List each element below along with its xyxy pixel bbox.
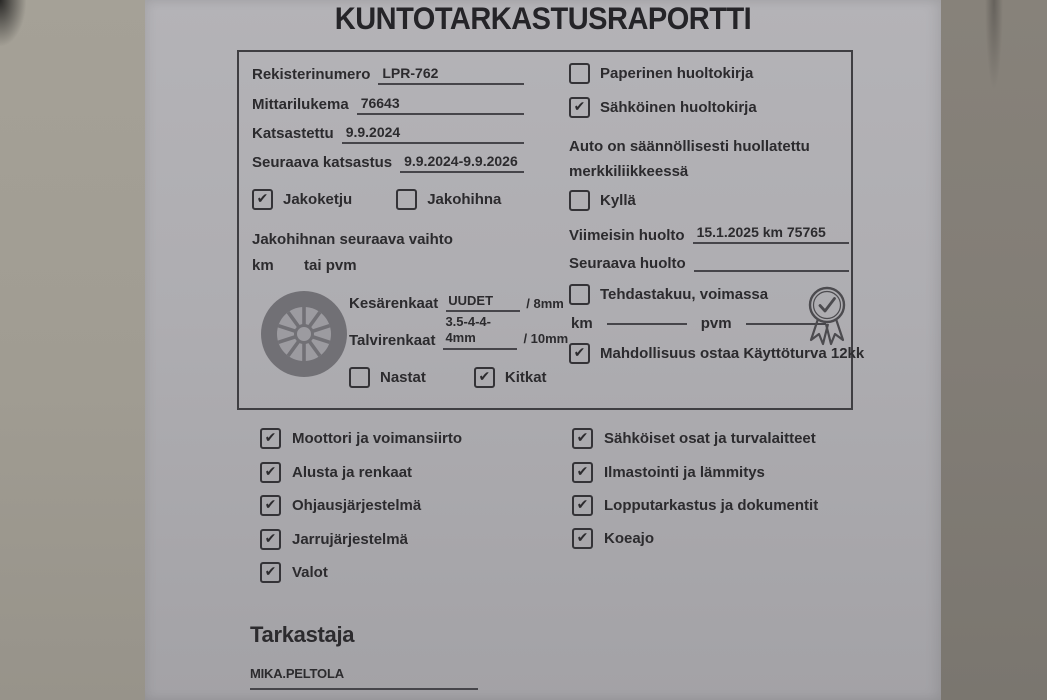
field-label: Seuraava katsastus xyxy=(252,154,393,172)
last-service-label: Viimeisin huolto xyxy=(569,226,685,244)
checkbox-label: Paperinen huoltokirja xyxy=(600,65,754,82)
checklist-row-koeajo xyxy=(572,528,654,549)
warranty-km-value-line[interactable] xyxy=(607,323,687,325)
checkbox-label: Tehdastakuu, voimassa xyxy=(600,286,769,303)
check-icon: ✔ xyxy=(264,429,277,446)
summer-tires-value[interactable]: UUDET xyxy=(446,293,520,312)
checkbox-paperinen-huoltokirja[interactable] xyxy=(569,63,590,84)
warranty-km-pvm-row xyxy=(571,315,826,332)
yes-row xyxy=(569,190,636,211)
checklist-row-valot xyxy=(260,562,328,583)
belt-km-label: km xyxy=(252,257,274,274)
checkbox-ilmastointi[interactable] xyxy=(572,462,593,483)
check-icon: ✔ xyxy=(576,429,589,446)
field-value[interactable]: 9.9.2024 xyxy=(342,124,524,144)
factory-warranty-row xyxy=(569,284,768,305)
next-service-label: Seuraava huolto xyxy=(569,255,686,272)
background-wall-left xyxy=(0,0,145,700)
check-icon: ✔ xyxy=(256,190,269,207)
checklist-row-sahkoiset xyxy=(572,428,816,449)
warranty-pvm-label: pvm xyxy=(700,315,732,332)
check-icon: ✔ xyxy=(576,463,589,480)
summer-tires-label: Kesärenkaat xyxy=(349,295,439,313)
checkbox-label: Jakohihna xyxy=(427,191,502,208)
award-badge-icon xyxy=(803,284,851,348)
checkbox-jakohihna[interactable] xyxy=(396,189,417,210)
checkbox-kylla[interactable] xyxy=(569,190,590,211)
checklist-label: Sähköiset osat ja turvalaitteet xyxy=(604,430,816,447)
report-title: KUNTOTARKASTUSRAPORTTI xyxy=(334,2,752,37)
checkbox-valot[interactable] xyxy=(260,562,281,583)
winter-tires-value[interactable] xyxy=(443,314,517,350)
winter-tread-depth: / 10mm xyxy=(523,330,569,346)
check-icon: ✔ xyxy=(264,530,277,547)
checkbox-label: Mahdollisuus ostaa Käyttöturva 12kk xyxy=(600,345,865,362)
check-icon: ✔ xyxy=(264,563,277,580)
checkbox-alusta-ja-renkaat[interactable] xyxy=(260,462,281,483)
checklist-row-moottori xyxy=(260,428,462,449)
field-label: Mittarilukema xyxy=(252,96,349,114)
field-label: Katsastettu xyxy=(252,125,334,143)
check-icon: ✔ xyxy=(576,529,589,546)
checklist-row-alusta xyxy=(260,462,412,483)
checklist-label: Koeajo xyxy=(604,530,655,547)
checkbox-tehdastakuu[interactable] xyxy=(569,284,590,305)
field-row-mittarilukema xyxy=(252,95,524,115)
summer-tires-row xyxy=(349,293,564,312)
checkbox-koeajo[interactable] xyxy=(572,528,593,549)
belt-pvm-label: tai pvm xyxy=(304,257,357,274)
winter-tires-value-line2: 4mm xyxy=(445,330,476,346)
checkbox-label: Jakoketju xyxy=(283,191,353,208)
checklist-row-ilmastointi xyxy=(572,462,765,483)
field-value[interactable]: 76643 xyxy=(357,95,524,115)
checklist-label: Jarrujärjestelmä xyxy=(292,531,408,548)
checklist-row-jarru xyxy=(260,529,408,550)
background-wall-right xyxy=(941,0,1047,700)
last-service-row xyxy=(569,224,849,244)
belt-next-change-note: Jakohihnan seuraava vaihto xyxy=(252,231,453,248)
inspection-report-paper xyxy=(145,0,941,700)
regular-service-note: Auto on säännöllisesti huollatettu merkkiliikkeessä xyxy=(569,138,810,180)
winter-tires-label: Talvirenkaat xyxy=(349,332,436,350)
checklist-label: Moottori ja voimansiirto xyxy=(292,430,463,447)
checklist-row-ohjaus xyxy=(260,495,421,516)
photo-corner-shadow xyxy=(0,0,26,46)
check-icon: ✔ xyxy=(478,368,491,385)
winter-tires-row xyxy=(349,314,568,350)
checklist-label: Ilmastointi ja lämmitys xyxy=(604,464,765,481)
checkbox-ohjausjarjestelma[interactable] xyxy=(260,495,281,516)
checkbox-jakoketju[interactable] xyxy=(252,189,273,210)
paper-service-book-row xyxy=(569,63,753,84)
inspector-heading: Tarkastaja xyxy=(250,622,355,647)
next-service-value[interactable] xyxy=(694,269,849,272)
checklist-label: Ohjausjärjestelmä xyxy=(292,497,422,514)
field-label: Rekisterinumero xyxy=(252,66,371,84)
summer-tread-depth: / 8mm xyxy=(526,296,564,312)
field-row-rekisterinumero xyxy=(252,65,524,85)
check-icon: ✔ xyxy=(576,496,589,513)
checklist-row-lopputarkastus xyxy=(572,495,818,516)
next-service-row xyxy=(569,255,849,272)
checkbox-label: Kitkat xyxy=(504,369,547,386)
checkbox-lopputarkastus[interactable] xyxy=(572,495,593,516)
checkbox-kitkat[interactable] xyxy=(474,367,495,388)
winter-tires-value-line1: 3.5-4-4- xyxy=(445,314,491,329)
checklist-label: Valot xyxy=(292,564,328,581)
checklist-label: Lopputarkastus ja dokumentit xyxy=(604,497,819,514)
checkbox-label: Nastat xyxy=(380,369,426,386)
checkbox-sahkoiset-osat[interactable] xyxy=(572,428,593,449)
field-row-seuraava-katsastus xyxy=(252,153,524,173)
tire-wheel-icon xyxy=(260,290,348,378)
timing-row xyxy=(252,189,501,210)
checklist-label: Alusta ja renkaat xyxy=(292,464,413,481)
inspector-signature-line xyxy=(250,688,478,690)
check-icon: ✔ xyxy=(573,98,586,115)
checkbox-sahkoinen-huoltokirja[interactable] xyxy=(569,97,590,118)
checkbox-label: Sähköinen huoltokirja xyxy=(600,99,757,116)
field-value[interactable]: 9.9.2024-9.9.2026 xyxy=(400,153,524,173)
checkbox-nastat[interactable] xyxy=(349,367,370,388)
inspector-name[interactable]: MIKA.PELTOLA xyxy=(250,666,344,681)
checkbox-kayttoturva[interactable] xyxy=(569,343,590,364)
checkbox-jarrujarjestelma[interactable] xyxy=(260,529,281,550)
checkbox-label: Kyllä xyxy=(600,192,636,209)
last-service-value[interactable]: 15.1.2025 km 75765 xyxy=(693,224,849,244)
tire-type-row xyxy=(349,367,547,388)
belt-units-row xyxy=(252,254,357,279)
check-icon: ✔ xyxy=(264,496,277,513)
field-row-katsastettu xyxy=(252,124,524,144)
form-box xyxy=(237,50,865,410)
check-icon: ✔ xyxy=(573,344,586,361)
checkbox-moottori-ja-voimansiirto[interactable] xyxy=(260,428,281,449)
check-icon: ✔ xyxy=(264,463,277,480)
field-value[interactable]: LPR-762 xyxy=(378,65,524,85)
warranty-km-label: km xyxy=(571,315,593,332)
electronic-service-book-row xyxy=(569,97,757,118)
